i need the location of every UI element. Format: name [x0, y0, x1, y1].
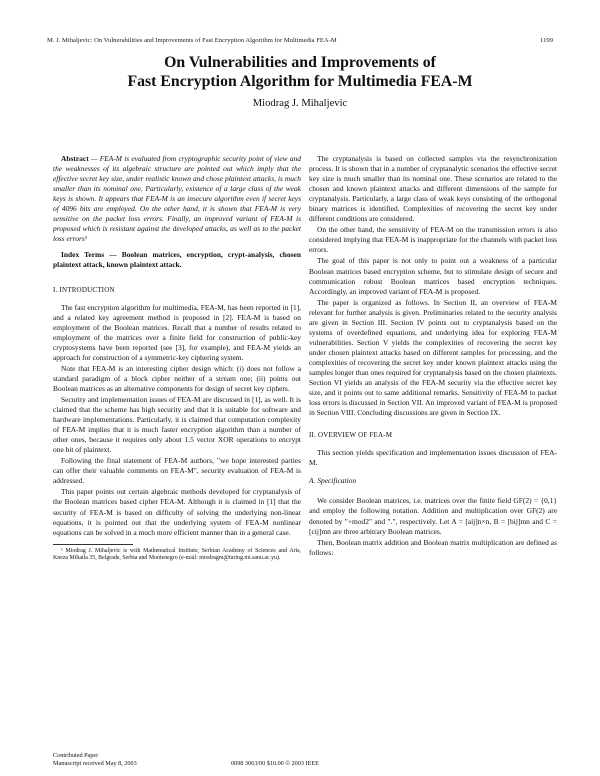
- abstract-label: Abstract: [61, 154, 89, 163]
- subsection-heading-specification: A. Specification: [309, 476, 357, 486]
- intro-paragraph: Note that FEA-M is an interesting cipher design which: (i) does not follow a standard paradigm of a block cipher neither of a stream one; (ii) points out Boolean matrices as an alternative components for design of secret key ciphers.: [53, 363, 301, 393]
- running-title: M. J. Mihaljevic: On Vulnerabilities and Improvements of Fast Encryption Algorithm for Multimedia FEA-M: [47, 37, 337, 44]
- contributed-paper: Contributed Paper: [53, 752, 99, 759]
- section-heading-introduction: I. INTRODUCTION: [53, 285, 115, 294]
- body-paragraph: The goal of this paper is not only to point out a weakness of a particular Boolean matrices based encryption scheme, but to stimulate design of secure and communication robust Boolean matrices based encryption techniques. Accordingly, an improved variant of FEA-M is proposed.: [309, 256, 557, 296]
- title-line-2: Fast Encryption Algorithm for Multimedia FEA-M: [127, 73, 473, 90]
- footnote-divider: [53, 544, 133, 545]
- right-column: [309, 154, 557, 559]
- manuscript-info: [53, 752, 137, 767]
- spec-paragraph: Then, Boolean matrix addition and Boolean matrix multiplication are defined as follows:: [309, 537, 557, 557]
- intro-paragraph: Security and implementation issues of FEA-M are discussed in [1], as well. It is claimed that the scheme has high security and that it is suitable for software and hardware implementations. Particularly, it is claimed that computation complexity of FEA-M implies that it is much faster encryption algorithm than a number of other ones, because it requires only about 1.5 vector XOR operations to encrypt one bit of plaintext.: [53, 394, 301, 455]
- paper-title: [0, 53, 600, 91]
- spec-paragraph: We consider Boolean matrices, i.e. matrices over the finite field GF(2) = {0,1} and employ the following notation. Addition and multiplication over GF(2) are denoted by "+mod2" and ".", respectively. Let A = [aij]n×n, B = [bij]mn and C = [cij]mn are three arbitrary Boolean matrices.: [309, 496, 557, 536]
- intro-paragraph: Following the final statement of FEA-M authors, "we hope interested parties can offer their valuable comments on FEA-M", security evaluation of FEA-M is addressed.: [53, 456, 301, 486]
- intro-paragraph: This paper points out certain algebraic methods developed for cryptanalysis of the Boolean matrices based cipher FEA-M. Although it is claimed in [1] that the security of FEA-M is based on difficulty of solving the underlying non-linear equations, it is pointed out that the underlying system of FEA-M nonlinear equations can be solved in a much more efficient manner than in a general case.: [53, 487, 301, 537]
- abstract: [53, 154, 301, 244]
- issn-copyright: 0098 3063/00 $10.00 © 2003 IEEE: [231, 760, 319, 767]
- author-name: Miodrag J. Mihaljevic: [252, 98, 348, 109]
- body-paragraph: The paper is organized as follows. In Section II, an overview of FEA-M relevant for further analysis is given. Preliminaries related to the security analysis are given in Section III. Section IV points out to cryptanalysis based on the systems of overdefined equations, and underlying idea for exploring FEA-M vulnerabilities. Section V yields the complexities of recovering the secret key under chosen plaintext attacks based on different samples for processing, and the complexities of recovering the secret key under known plaintext attacks using the samples longer than ones required for cryptanalysis based on the chosen plaintexts. Section VI yields an analysis of the FEA-M security via the effective secret key size, and it points out to same additional remarks. Sensitivity of FEA-M to packet loss errors is discussed in Section VII. An improved variant of FEA-M is proposed in Section VIII. Concluding discussions are given in Section IX.: [309, 297, 557, 418]
- title-line-1: On Vulnerabilities and Improvements of: [164, 54, 436, 71]
- overview-paragraph: This section yields specification and implementation issues discussion of FEA-M.: [309, 448, 557, 468]
- running-head: [47, 37, 553, 44]
- index-terms: Index Terms — Boolean matrices, encryption, crypt-analysis, chosen plaintext attack, known plaintext attack.: [53, 250, 301, 270]
- abstract-text: — FEA-M is evaluated from cryptographic security point of view and the weaknesses of its algebraic structure are pointed out which imply that the effective secret key size, under realistic known and chose plaintext attacks, is much smaller than its nominal one. Particularly, existence of a large class of the weak keys is shown. It appears that FEA-M is an insecure algorithm even if secret keys of 4096 bits are employed. On the other hand, it is shown that FEA-M is very sensitive on the packet loss errors. Finally, an improved variant of FEA-M is proposed which is resistant against the developed attacks, as well as to the packet loss errors¹: [53, 154, 301, 244]
- manuscript-received: Manuscript received May 8, 2003: [53, 759, 137, 767]
- section-heading-overview: II. OVERVIEW OF FEA-M: [309, 431, 393, 440]
- body-paragraph: The cryptanalysis is based on collected samples via the resynchronization process. It is shown that in a number of cryptanalytic scenarios the effective secret key size is much smaller than its nominal one. These scenarios are related to the chosen and known plaintext attacks and different dimensions of the sample for cryptanalysis. Particularly, a large class of weak keys consisting of the orthogonal binary matrices is identified. Complexities of recovering the secret key under different conditions are considered.: [309, 154, 557, 224]
- footnote: ¹ Miodrag J. Mihaljevic is with Mathematical Institute, Serbian Academy of Sciences and Arts, Kneza Mihaila 35, Belgrade, Serbia and Montenegro (e-mail: miodragm@turing.mi.sanu.ac.yu).: [53, 547, 301, 562]
- page-number: 1199: [540, 37, 553, 44]
- left-column: [53, 154, 301, 564]
- body-paragraph: On the other hand, the sensitivity of FEA-M on the transmission errors is also considered implying that FEA-M is inappropriate for the channels with packet loss errors.: [309, 225, 557, 255]
- intro-paragraph: The fast encryption algorithm for multimedia, FEA-M, has been reported in [1], and a related key agreement method is proposed in [2]. FEA-M is based on employment of the Boolean matrices. Recall that a number of results related to employment of the matrices over a finite field for construction of public-key cryptosystems have been reported (see [3], for example), and FEA-M yields an approach for construction of a symmetric-key ciphering system.: [53, 302, 301, 362]
